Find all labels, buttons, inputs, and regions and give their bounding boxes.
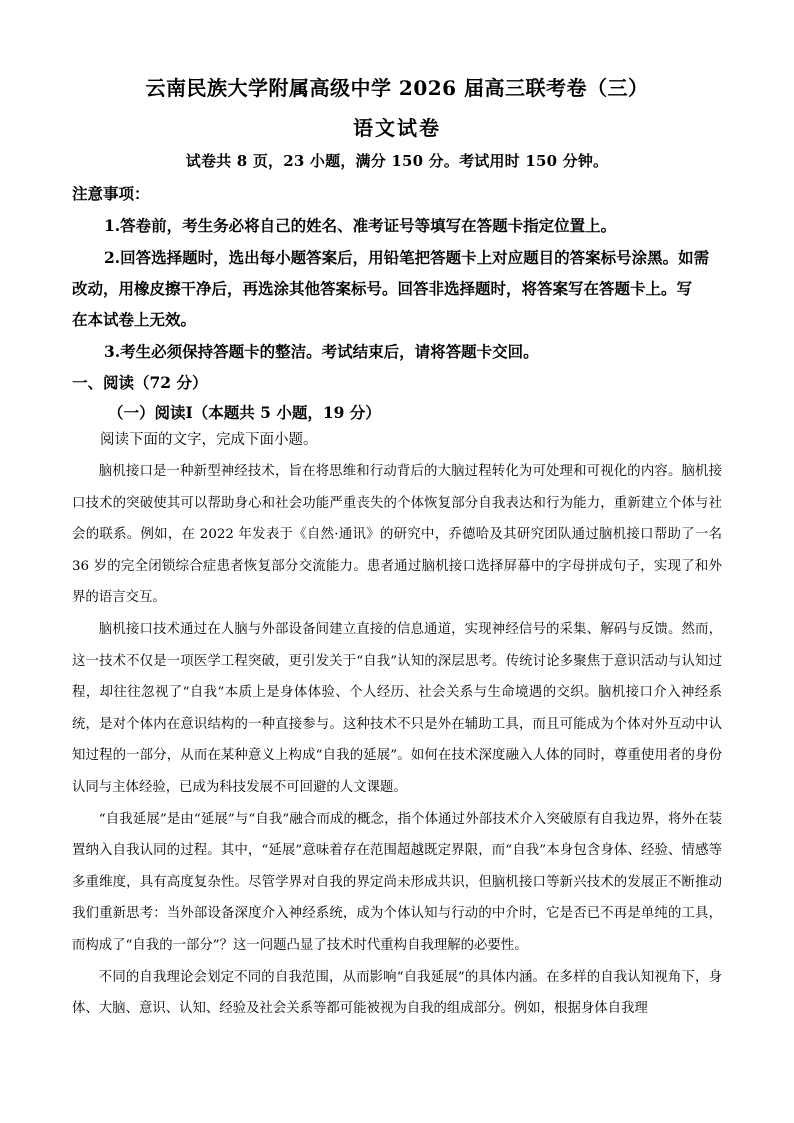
exam-meta: 试卷共 8 页，23 小题，满分 150 分。考试用时 150 分钟。 xyxy=(185,152,609,170)
notes-heading: 注意事项： xyxy=(72,184,150,203)
note-item-3: 3.考生必须保持答题卡的整洁。考试结束后，请将答题卡交回。 xyxy=(104,342,539,361)
note-item-2-line-3: 在本试卷上无效。 xyxy=(72,310,197,329)
passage-paragraph: 脑机接口是一种新型神经技术，旨在将思维和行动背后的大脑过程转化为可处理和可视化的内容。脑机接口技术的突破使其可以帮助身心和社会功能严重丧失的个体恢复部分自我表达和行为能力，重新建立个体与社会的联系。例如，在 2022 年发表于《自然·通讯》的研究中，乔德哈及其研究团队通过脑机接口帮助了一名 36 岁的完全闭锁综合症患者恢复部分交流能力。患者通过脑机接口选择屏幕中的字母拼成句子，实现了和外界的语言交互。 xyxy=(72,464,722,606)
exam-title: 云南民族大学附属高级中学 2026 届高三联考卷（三） xyxy=(145,76,649,100)
note-item-2-line-1: 2.回答选择题时，选出每小题答案后，用铅笔把答题卡上对应题目的答案标号涂黑。如需 xyxy=(104,248,710,267)
subject-title: 语文试卷 xyxy=(353,116,441,140)
passage-paragraph: 不同的自我理论会划定不同的自我范围，从而影响“自我延展”的具体内涵。在多样的自我认知视角下，身体、大脑、意识、认知、经验及社会关系等都可能被视为自我的组成部分。例如，根据身体自我理 xyxy=(72,969,722,1017)
note-item-2-line-2: 改动，用橡皮擦干净后，再选涂其他答案标号。回答非选择题时，将答案写在答题卡上。写 xyxy=(72,279,693,298)
passage-paragraph: 脑机接口技术通过在人脑与外部设备间建立直接的信息通道，实现神经信号的采集、解码与反馈。然而，这一技术不仅是一项医学工程突破，更引发关于“自我”认知的深层思考。传统讨论多聚焦于意识活动与认知过程，却往往忽视了“自我”本质上是身体体验、个人经历、社会关系与生命境遇的交织。脑机接口介入神经系统，是对个体内在意识结构的一种直接参与。这种技术不只是外在辅助工具，而且可能成为个体对外互动中认知过程的一部分，从而在某种意义上构成“自我的延展”。如何在技术深度融入人体的同时，尊重使用者的身份认同与主体经验，已成为科技发展不可回避的人文课题。 xyxy=(72,621,722,795)
note-item-1: 1.答卷前，考生务必将自己的姓名、准考证号等填写在答题卡指定位置上。 xyxy=(104,216,617,235)
reading-instruction: 阅读下面的文字，完成下面小题。 xyxy=(100,432,318,448)
section-subtitle: （一）阅读Ⅰ（本题共 5 小题，19 分） xyxy=(108,403,381,422)
section-title: 一、阅读（72 分） xyxy=(72,373,208,392)
reading-passage xyxy=(72,456,722,1025)
passage-paragraph: “自我延展”是由“延展”与“自我”融合而成的概念，指个体通过外部技术介入突破原有自我边界，将外在装置纳入自我认同的过程。其中，“延展”意味着存在范围超越既定界限，而“自我”本身包含身体、经验、情感等多重维度，具有高度复杂性。尽管学界对自我的界定尚未形成共识，但脑机接口等新兴技术的发展正不断推动我们重新思考：当外部设备深度介入神经系统，成为个体认知与行动的中介时，它是否已不再是单纯的工具，而构成了“自我的一部分”？这一问题凸显了技术时代重构自我理解的必要性。 xyxy=(72,811,722,953)
